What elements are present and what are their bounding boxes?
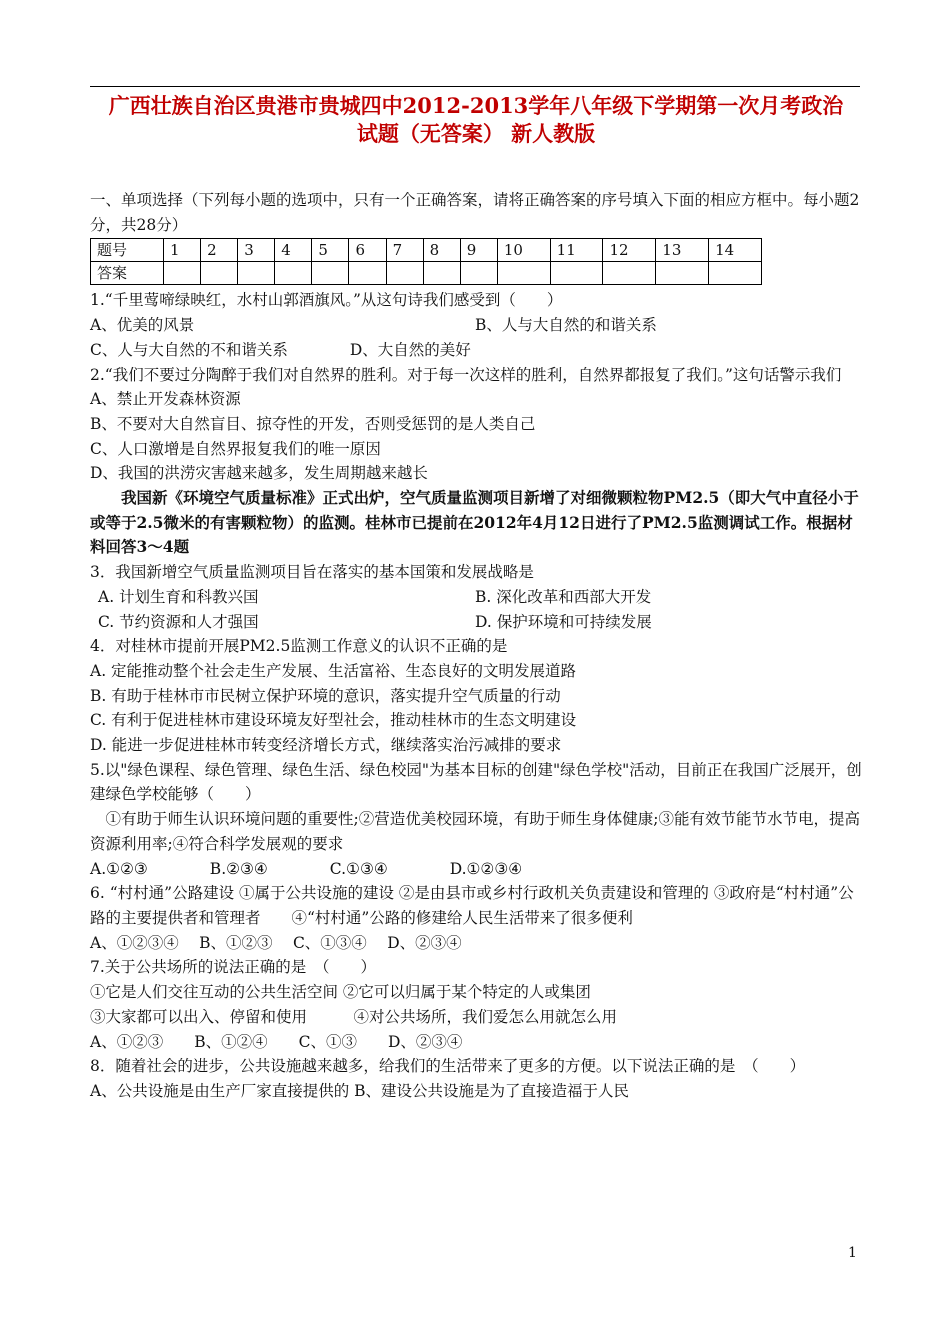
q1-option-a: A、优美的风景 bbox=[90, 316, 195, 335]
answer-cell[interactable] bbox=[201, 262, 238, 285]
title-line-2: 试题（无答案） 新人教版 bbox=[356, 121, 596, 146]
q7-stem: 7.关于公共场所的说法正确的是 （ ） bbox=[90, 958, 377, 977]
q8-options-ab: A、公共设施是由生产厂家直接提供的 B、建设公共设施是为了直接造福于人民 bbox=[90, 1081, 630, 1100]
q1-option-b: B、人与大自然的和谐关系 bbox=[475, 316, 657, 335]
table-cell: 3 bbox=[238, 239, 275, 262]
q6-stem: 6. “村村通”公路建设 ①属于公共设施的建设 ②是由县市或乡村行政机关负责建设和管理的 ③政府是“村村通”公路的主要提供者和管理者 ④“村村通”公路的修建给人民生活带来了很多便利 bbox=[90, 884, 854, 927]
q4-option-b: B. 有助于桂林市市民树立保护环境的意识，落实提升空气质量的行动 bbox=[90, 686, 561, 705]
answer-cell[interactable] bbox=[603, 262, 656, 285]
q5-statements: ①有助于师生认识环境问题的重要性;②营造优美校园环境，有助于师生身体健康;③能有效节能节水节电，提高资源利用率;④符合科学发展观的要求 bbox=[90, 810, 860, 853]
table-cell: 14 bbox=[709, 239, 762, 262]
row-label-number: 题号 bbox=[91, 239, 164, 262]
table-cell: 10 bbox=[497, 239, 550, 262]
q6-choices: A、①②③④ B、①②③ C、①③④ D、②③④ bbox=[90, 933, 462, 952]
row-label-answer: 答案 bbox=[91, 262, 164, 285]
table-cell: 2 bbox=[201, 239, 238, 262]
q7-choices: A、①②③ B、①②④ C、①③ D、②③④ bbox=[90, 1032, 463, 1051]
q5-stem: 5.以"绿色课程、绿色管理、绿色生活、绿色校园"为基本目标的创建"绿色学校"活动，目前正在我国广泛展开，创建绿色学校能够（ ） bbox=[90, 760, 862, 804]
q1-stem: 1.“千里莺啼绿映红，水村山郭酒旗风。”从这句诗我们感受到（ ） bbox=[90, 291, 563, 310]
answer-cell[interactable] bbox=[164, 262, 201, 285]
answer-cell[interactable] bbox=[275, 262, 312, 285]
q7-statements-1: ①它是人们交往互动的公共生活空间 ②它可以归属于某个特定的人或集团 bbox=[90, 983, 591, 1002]
q3-option-a: A. 计划生育和科教兴国 bbox=[98, 587, 259, 606]
q4-option-d: D. 能进一步促进桂林市转变经济增长方式，继续落实治污减排的要求 bbox=[90, 736, 562, 755]
q2-option-c: C、人口激增是自然界报复我们的唯一原因 bbox=[90, 439, 381, 458]
q2-option-b: B、不要对大自然盲目、掠夺性的开发，否则受惩罚的是人类自己 bbox=[90, 414, 536, 433]
reading-material: 我国新《环境空气质量标准》正式出炉，空气质量监测项目新增了对细微颗粒物PM2.5（即大气中直径小于或等于2.5微米的有害颗粒物）的监测。桂林市已提前在2012年4月12日进行了PM2.5监测调试工作。根据材料回答3～4题 bbox=[90, 488, 859, 557]
answer-cell[interactable] bbox=[423, 262, 460, 285]
q2-option-a: A、禁止开发森林资源 bbox=[90, 390, 241, 409]
table-cell: 9 bbox=[460, 239, 497, 262]
table-cell: 11 bbox=[550, 239, 603, 262]
q3-stem: 3．我国新增空气质量监测项目旨在落实的基本国策和发展战略是 bbox=[90, 563, 534, 582]
q8-stem: 8．随着社会的进步，公共设施越来越多，给我们的生活带来了更多的方便。以下说法正确的是 （ ） bbox=[90, 1057, 806, 1076]
answer-cell[interactable] bbox=[709, 262, 762, 285]
exam-content bbox=[90, 188, 862, 1104]
q1-option-cd: C、人与大自然的不和谐关系 D、大自然的美好 bbox=[90, 340, 471, 359]
q3-option-c: C. 节约资源和人才强国 bbox=[98, 612, 259, 631]
table-cell: 8 bbox=[423, 239, 460, 262]
table-cell: 1 bbox=[164, 239, 201, 262]
table-cell: 6 bbox=[349, 239, 386, 262]
answer-table-number-row bbox=[91, 239, 762, 262]
q4-stem: 4．对桂林市提前开展PM2.5监测工作意义的认识不正确的是 bbox=[90, 637, 508, 656]
answer-cell[interactable] bbox=[550, 262, 603, 285]
q2-option-d: D、我国的洪涝灾害越来越多，发生周期越来越长 bbox=[90, 464, 428, 483]
answer-table bbox=[90, 238, 762, 285]
q7-statements-2: ③大家都可以出入、停留和使用 ④对公共场所，我们爱怎么用就怎么用 bbox=[90, 1007, 618, 1026]
answer-cell[interactable] bbox=[238, 262, 275, 285]
answer-cell[interactable] bbox=[656, 262, 709, 285]
table-cell: 12 bbox=[603, 239, 656, 262]
answer-cell[interactable] bbox=[497, 262, 550, 285]
q4-option-a: A. 定能推动整个社会走生产发展、生活富裕、生态良好的文明发展道路 bbox=[90, 661, 577, 680]
table-cell: 13 bbox=[656, 239, 709, 262]
page-number: 1 bbox=[848, 1245, 857, 1261]
title-line-1: 广西壮族自治区贵港市贵城四中2012-2013学年八年级下学期第一次月考政治 bbox=[108, 93, 844, 118]
q2-stem: 2.“我们不要过分陶醉于我们对自然界的胜利。对于每一次这样的胜利，自然界都报复了我们。”这句话警示我们 bbox=[90, 365, 842, 384]
answer-cell[interactable] bbox=[349, 262, 386, 285]
table-cell: 4 bbox=[275, 239, 312, 262]
q5-choices: A.①②③ B.②③④ C.①③④ D.①②③④ bbox=[90, 859, 523, 878]
table-cell: 5 bbox=[312, 239, 349, 262]
page-title bbox=[88, 92, 864, 148]
q3-options-row-1 bbox=[90, 585, 862, 610]
answer-cell[interactable] bbox=[460, 262, 497, 285]
q3-option-b: B. 深化改革和西部大开发 bbox=[475, 587, 652, 606]
section-heading: 一、单项选择（下列每小题的选项中，只有一个正确答案，请将正确答案的序号填入下面的相应方框中。每小题2分，共28分） bbox=[90, 191, 860, 234]
table-cell: 7 bbox=[386, 239, 423, 262]
answer-cell[interactable] bbox=[312, 262, 349, 285]
q3-option-d: D. 保护环境和可持续发展 bbox=[475, 612, 652, 631]
answer-cell[interactable] bbox=[386, 262, 423, 285]
header-rule bbox=[90, 86, 860, 87]
answer-table-answer-row bbox=[91, 262, 762, 285]
q1-options-row bbox=[90, 313, 862, 338]
q4-option-c: C. 有利于促进桂林市建设环境友好型社会，推动桂林市的生态文明建设 bbox=[90, 711, 577, 730]
q3-options-row-2 bbox=[90, 610, 862, 635]
